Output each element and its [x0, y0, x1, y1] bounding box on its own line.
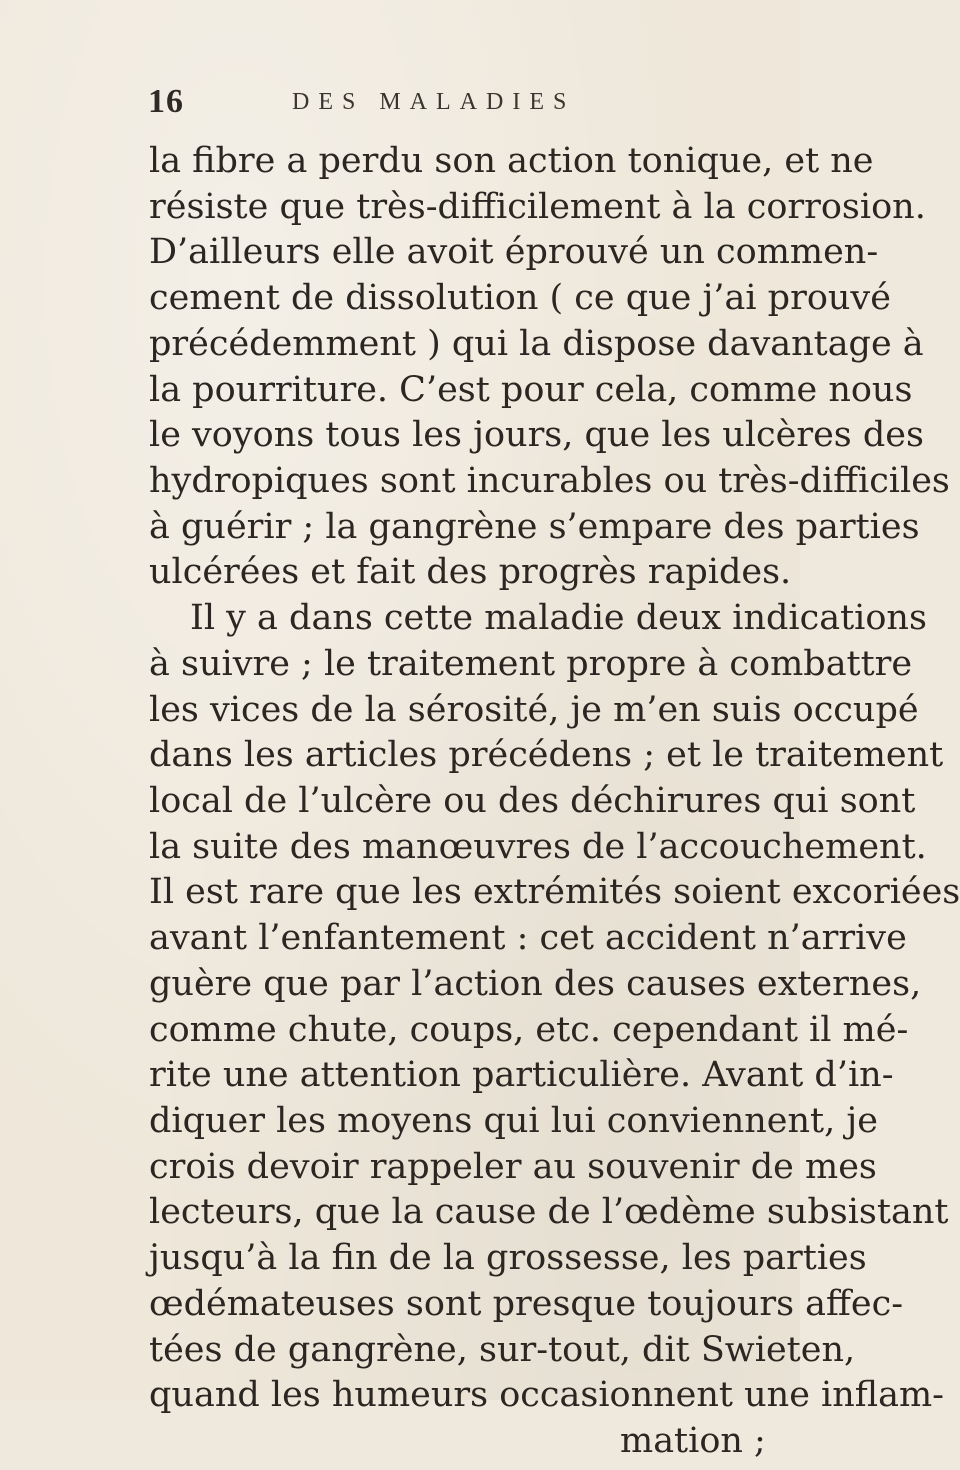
text-line: rite une attention particulière. Avant d’in-	[149, 1055, 894, 1095]
text-line: œdémateuses sont presque toujours affec-	[149, 1284, 904, 1324]
text-line: Il y a dans cette maladie deux indications	[190, 598, 927, 638]
text-line: mation ;	[620, 1421, 766, 1461]
text-line: les vices de la sérosité, je m’en suis occupé	[149, 690, 919, 730]
text-line: guère que par l’action des causes externes,	[149, 964, 922, 1004]
text-line: crois devoir rappeler au souvenir de mes	[149, 1147, 877, 1187]
text-line: la fibre a perdu son action tonique, et ne	[149, 141, 874, 181]
body-text	[0, 132, 960, 1461]
text-line: avant l’enfantement : cet accident n’arrive	[149, 918, 907, 958]
text-line: hydropiques sont incurables ou très-difficiles	[149, 461, 950, 501]
text-line: précédemment ) qui la dispose davantage à	[149, 324, 924, 364]
text-line: local de l’ulcère ou des déchirures qui sont	[149, 781, 916, 821]
text-line: diquer les moyens qui lui conviennent, je	[149, 1101, 878, 1141]
text-line: dans les articles précédens ; et le traitement	[149, 735, 944, 775]
text-line: à suivre ; le traitement propre à combattre	[149, 644, 913, 684]
text-line: lecteurs, que la cause de l’œdème subsistant	[149, 1192, 949, 1232]
text-line: ulcérées et fait des progrès rapides.	[149, 552, 792, 592]
text-line: jusqu’à la fin de la grossesse, les parties	[149, 1238, 867, 1278]
text-line: le voyons tous les jours, que les ulcères des	[149, 415, 924, 455]
text-line: cement de dissolution ( ce que j’ai prouvé	[149, 278, 891, 318]
text-line: comme chute, coups, etc. cependant il mé-	[149, 1010, 909, 1050]
text-line: Il est rare que les extrémités soient excoriées	[149, 872, 960, 912]
text-line: quand les humeurs occasionnent une inflam-	[149, 1375, 945, 1415]
text-line: tées de gangrène, sur-tout, dit Swieten,	[149, 1330, 856, 1370]
text-line: la pourriture. C’est pour cela, comme nous	[149, 370, 913, 410]
page-header	[148, 80, 668, 124]
text-line: D’ailleurs elle avoit éprouvé un commen-	[149, 232, 879, 272]
text-line: à guérir ; la gangrène s’empare des parties	[149, 507, 920, 547]
text-line: la suite des manœuvres de l’accouchement.	[149, 827, 927, 867]
text-line: résiste que très-difficilement à la corrosion.	[149, 187, 926, 227]
page-number: 16	[148, 83, 184, 120]
running-head: DES MALADIES	[292, 88, 576, 115]
